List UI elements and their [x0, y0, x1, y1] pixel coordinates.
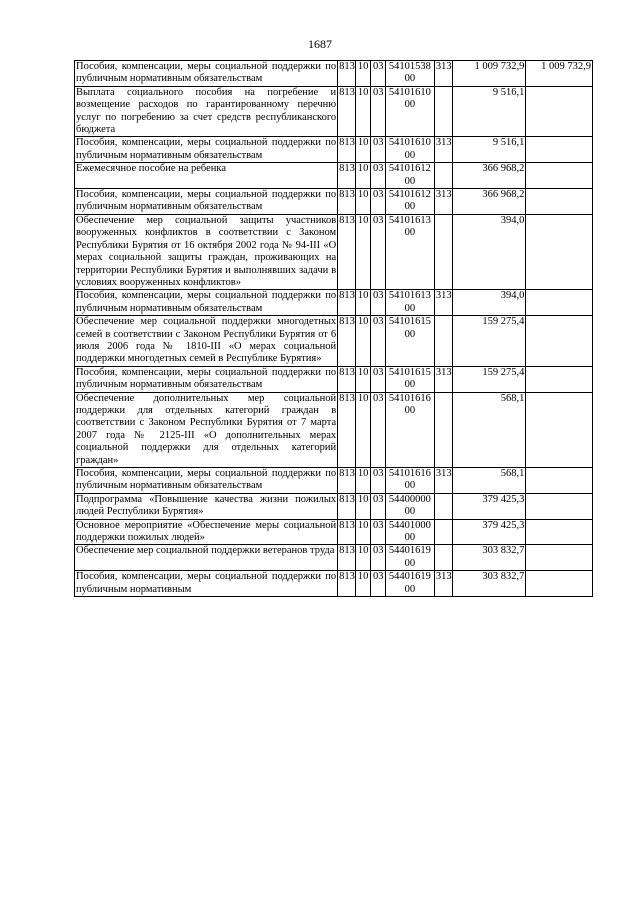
- amount-secondary: [526, 392, 593, 467]
- table-row: [75, 493, 593, 519]
- row-name: Ежемесячное пособие на ребенка: [75, 163, 338, 189]
- table-row: [75, 163, 593, 189]
- expense-type-code: [434, 214, 452, 289]
- row-name: Обеспечение мер социальной защиты участников вооруженных конфликтов в соответствии с Законом Республики Бурятия от 16 октября 2002 года № 94-III «О мерах социальной защиты граждан, проживающих на территории Республики Бурятия и выполнявших задачи в условиях вооруженных конфликтов»: [76, 214, 337, 288]
- amount-total: 568,1: [452, 468, 526, 494]
- section-code: 10: [355, 86, 371, 137]
- row-name: Обеспечение мер социальной поддержки ветеранов труда: [75, 545, 338, 571]
- amount-secondary: [526, 137, 593, 163]
- table-row: [75, 519, 593, 545]
- amount-total: 379 425,3: [452, 519, 526, 545]
- expense-type-code: 313: [434, 189, 452, 215]
- ministry-code: 813: [338, 137, 356, 163]
- page-number: 1687: [308, 37, 332, 51]
- target-article-code: 5440100000: [385, 519, 434, 545]
- table-row: [75, 545, 593, 571]
- amount-secondary: [526, 316, 593, 367]
- table-row: [75, 61, 593, 87]
- target-article-code: 5410161500: [385, 366, 434, 392]
- section-code: 10: [355, 545, 371, 571]
- amount-total: 379 425,3: [452, 493, 526, 519]
- subsection-code: 03: [371, 468, 386, 494]
- subsection-code: 03: [371, 290, 386, 316]
- subsection-code: 03: [371, 163, 386, 189]
- ministry-code: 813: [338, 545, 356, 571]
- table-row: [75, 571, 593, 597]
- budget-table: [74, 60, 593, 597]
- target-article-code: 5410161200: [385, 189, 434, 215]
- subsection-code: 03: [371, 493, 386, 519]
- section-code: 10: [355, 316, 371, 367]
- target-article-code: 5410161500: [385, 316, 434, 367]
- table-row: [75, 316, 593, 367]
- target-article-code: 5410161000: [385, 137, 434, 163]
- target-article-code: 5440161900: [385, 571, 434, 597]
- subsection-code: 03: [371, 392, 386, 467]
- expense-type-code: 313: [434, 571, 452, 597]
- row-name: Обеспечение мер социальной поддержки многодетных семей в соответствии с Законом Республики Бурятия от 6 июля 2006 года № 1810-III «О мерах социальной поддержки многодетных семей в Республике Бурятия»: [76, 316, 337, 365]
- amount-secondary: 1 009 732,9: [526, 61, 593, 87]
- section-code: 10: [355, 571, 371, 597]
- amount-total: 303 832,7: [452, 545, 526, 571]
- target-article-code: 5410161300: [385, 214, 434, 289]
- ministry-code: 813: [338, 214, 356, 289]
- section-code: 10: [355, 366, 371, 392]
- section-code: 10: [355, 189, 371, 215]
- row-name: Пособия, компенсации, меры социальной поддержки по публичным нормативным обязательствам: [76, 366, 337, 391]
- row-name: Пособия, компенсации, меры социальной поддержки по публичным нормативным обязательствам: [76, 61, 337, 85]
- section-code: 10: [355, 519, 371, 545]
- table-row: [75, 290, 593, 316]
- subsection-code: 03: [371, 189, 386, 215]
- subsection-code: 03: [371, 316, 386, 367]
- amount-secondary: [526, 189, 593, 215]
- expense-type-code: 313: [434, 137, 452, 163]
- amount-total: 394,0: [452, 290, 526, 316]
- subsection-code: 03: [371, 571, 386, 597]
- table-row: [75, 214, 593, 289]
- amount-secondary: [526, 571, 593, 597]
- section-code: 10: [355, 468, 371, 494]
- row-name: Обеспечение дополнительных мер социальной поддержки для отдельных категорий граждан в соответствии с Законом Республики Бурятия от 7 марта 2007 года № 2125-III «О дополнительных мерах социальной поддержки для отдельных категорий граждан»: [76, 392, 337, 466]
- target-article-code: 5410161600: [385, 392, 434, 467]
- subsection-code: 03: [371, 519, 386, 545]
- expense-type-code: [434, 316, 452, 367]
- row-name: Пособия, компенсации, меры социальной поддержки по публичным нормативным обязательствам: [76, 468, 337, 492]
- row-name: Подпрограмма «Повышение качества жизни пожилых людей Республики Бурятия»: [76, 493, 337, 518]
- amount-secondary: [526, 86, 593, 137]
- ministry-code: 813: [338, 61, 356, 87]
- expense-type-code: [434, 163, 452, 189]
- amount-total: 394,0: [452, 214, 526, 289]
- amount-total: 159 275,4: [452, 366, 526, 392]
- amount-secondary: [526, 366, 593, 392]
- target-article-code: 5410161200: [385, 163, 434, 189]
- expense-type-code: 313: [434, 290, 452, 316]
- amount-total: 366 968,2: [452, 189, 526, 215]
- subsection-code: 03: [371, 61, 386, 87]
- ministry-code: 813: [338, 86, 356, 137]
- section-code: 10: [355, 137, 371, 163]
- table-row: [75, 366, 593, 392]
- expense-type-code: [434, 493, 452, 519]
- target-article-code: 5410161600: [385, 468, 434, 494]
- amount-secondary: [526, 290, 593, 316]
- table-row: [75, 189, 593, 215]
- expense-type-code: [434, 545, 452, 571]
- ministry-code: 813: [338, 519, 356, 545]
- row-name: Основное мероприятие «Обеспечение меры социальной поддержки пожилых людей»: [76, 519, 337, 544]
- amount-total: 568,1: [452, 392, 526, 467]
- ministry-code: 813: [338, 493, 356, 519]
- target-article-code: 5410153800: [385, 61, 434, 87]
- section-code: 10: [355, 61, 371, 87]
- ministry-code: 813: [338, 316, 356, 367]
- amount-secondary: [526, 468, 593, 494]
- subsection-code: 03: [371, 214, 386, 289]
- subsection-code: 03: [371, 366, 386, 392]
- ministry-code: 813: [338, 392, 356, 467]
- expense-type-code: 313: [434, 366, 452, 392]
- section-code: 10: [355, 290, 371, 316]
- target-article-code: 5410161300: [385, 290, 434, 316]
- ministry-code: 813: [338, 468, 356, 494]
- amount-total: 1 009 732,9: [452, 61, 526, 87]
- row-name: Пособия, компенсации, меры социальной поддержки по публичным нормативным обязательствам: [76, 137, 337, 161]
- amount-total: 303 832,7: [452, 571, 526, 597]
- section-code: 10: [355, 493, 371, 519]
- target-article-code: 5440161900: [385, 545, 434, 571]
- table-row: [75, 86, 593, 137]
- subsection-code: 03: [371, 86, 386, 137]
- target-article-code: 5410161000: [385, 86, 434, 137]
- table-row: [75, 137, 593, 163]
- amount-secondary: [526, 545, 593, 571]
- amount-total: 366 968,2: [452, 163, 526, 189]
- ministry-code: 813: [338, 366, 356, 392]
- amount-total: 9 516,1: [452, 137, 526, 163]
- subsection-code: 03: [371, 545, 386, 571]
- ministry-code: 813: [338, 189, 356, 215]
- expense-type-code: 313: [434, 61, 452, 87]
- amount-total: 9 516,1: [452, 86, 526, 137]
- amount-secondary: [526, 493, 593, 519]
- amount-total: 159 275,4: [452, 316, 526, 367]
- amount-secondary: [526, 214, 593, 289]
- row-name: Пособия, компенсации, меры социальной поддержки по публичным нормативным: [76, 571, 337, 595]
- expense-type-code: 313: [434, 468, 452, 494]
- target-article-code: 5440000000: [385, 493, 434, 519]
- table-row: [75, 468, 593, 494]
- amount-secondary: [526, 163, 593, 189]
- expense-type-code: [434, 392, 452, 467]
- row-name: Пособия, компенсации, меры социальной поддержки по публичным нормативным обязательствам: [76, 290, 337, 314]
- ministry-code: 813: [338, 290, 356, 316]
- table-row: [75, 392, 593, 467]
- row-name: Пособия, компенсации, меры социальной поддержки по публичным нормативным обязательствам: [76, 189, 337, 213]
- amount-secondary: [526, 519, 593, 545]
- expense-type-code: [434, 86, 452, 137]
- row-name: Выплата социального пособия на погребение и возмещение расходов по гарантированному перечню услуг по погребению за счет средств республиканского бюджета: [76, 86, 337, 136]
- section-code: 10: [355, 392, 371, 467]
- subsection-code: 03: [371, 137, 386, 163]
- ministry-code: 813: [338, 163, 356, 189]
- expense-type-code: [434, 519, 452, 545]
- section-code: 10: [355, 163, 371, 189]
- section-code: 10: [355, 214, 371, 289]
- ministry-code: 813: [338, 571, 356, 597]
